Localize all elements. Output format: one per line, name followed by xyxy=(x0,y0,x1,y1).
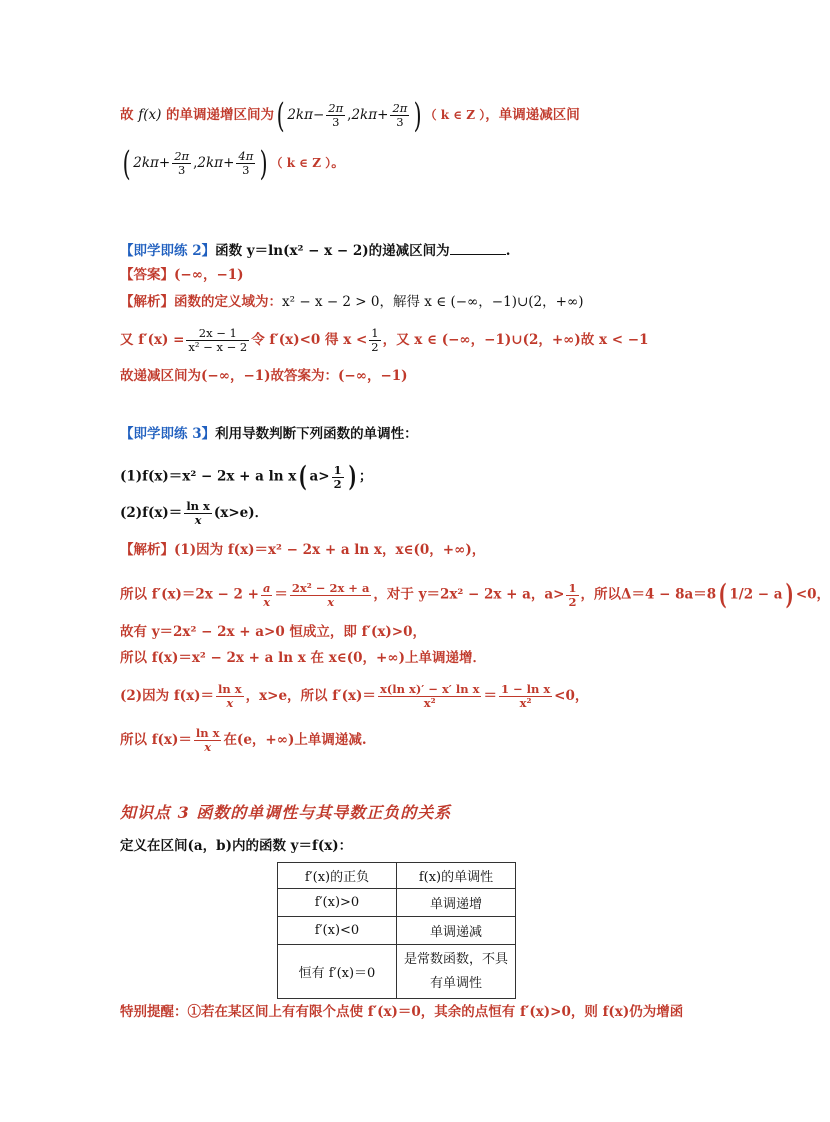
half-fraction: $\frac{1}{2}$ xyxy=(371,326,379,354)
one-minus-lnx-fraction: $\frac{\text{1 − ln x}}{\text{x²}}$ xyxy=(500,682,551,710)
exercise-3-solution-5: (2)因为 f(x)＝ $\frac{\text{ln x}}{x}$ ，x>e，所以 f′(x)＝ $\frac{\text{x(ln x)′ − x′ ln x}}{\text{x²}}$ ＝ $\frac{\text{1 − ln x}}{\text{x²}}$ <0， xyxy=(120,682,589,710)
lnx-over-x: $\frac{\text{ln x}}{x}$ xyxy=(186,499,210,527)
exercise-3-solution-6: 所以 f(x)＝ $\frac{\text{ln x}}{x}$ 在(e，+∞)上单调递减. xyxy=(120,726,367,754)
table-cell: 单调递减 xyxy=(397,917,516,945)
table-header: f(x)的单调性 xyxy=(397,863,516,889)
frac-2pi-3c: $\frac{2\pi}{3}$ xyxy=(174,149,190,177)
a-over-x: $\frac{a}{x}$ xyxy=(262,580,271,609)
decreasing-interval-line: ( 2kπ+ $\frac{2\pi}{3}$ ,2kπ+ $\frac{4\pi}{3}$ ) （ k ∈ Z ）。 xyxy=(122,143,345,184)
table-cell: f′(x)>0 xyxy=(278,889,397,917)
answer-blank xyxy=(450,240,506,255)
derivative-fraction: $\frac{2x - 1}{\text{x² − x − 2}}$ xyxy=(188,326,248,354)
table-cell: 是常数函数，不具有单调性 xyxy=(397,945,516,999)
exercise-2-answer: 【答案】(−∞，−1) xyxy=(120,267,244,283)
table-cell: 恒有 f′(x)＝0 xyxy=(278,945,397,999)
table-header: f′(x)的正负 xyxy=(278,863,397,889)
half-fraction-2: $\frac{1}{2}$ xyxy=(333,462,342,491)
monotonicity-table xyxy=(277,862,516,999)
paren-close-2: ) xyxy=(259,143,268,184)
table-cell: f′(x)<0 xyxy=(278,917,397,945)
exercise-3-solution-3: 故有 y＝2x² − 2x + a>0 恒成立，即 f′(x)>0， xyxy=(120,624,427,640)
knowledge-point-3-heading: 知识点 3 函数的单调性与其导数正负的关系 xyxy=(120,803,452,822)
definition-line: 定义在区间(a，b)内的函数 y＝f(x)： xyxy=(120,838,353,854)
paren-close: ) xyxy=(413,95,422,136)
exercise-2-question: 【即学即练 2】函数 y＝ln(x² − x − 2)的递减区间为 . xyxy=(120,240,510,261)
exercise-3-solution-1: 【解析】(1)因为 f(x)＝x² − 2x + a ln x，x∈(0，+∞)， xyxy=(120,542,486,558)
frac-2pi-3: $\frac{2\pi}{3}$ xyxy=(328,101,344,129)
exercise-3-part-1: (1)f(x)＝x² − 2x + a ln x( a> $\frac{1}{2}$ ) ； xyxy=(120,460,373,493)
frac-2pi-3b: $\frac{2\pi}{3}$ xyxy=(392,101,408,129)
paren-close-4: ) xyxy=(785,578,794,611)
interval-expr-2: 2kπ+ $\frac{2\pi}{3}$ ,2kπ+ $\frac{4\pi}{3}$ xyxy=(133,149,254,177)
exercise-3-question: 【即学即练 3】利用导数判断下列函数的单调性： xyxy=(120,426,418,442)
exercise-2-solution-2: 又 f′(x) = $\frac{2x - 1}{\text{x² − x − 2}}$ 令 f′(x)<0 得 x < $\frac{1}{2}$ ，又 x ∈ (−∞，−1)∪(2，+∞)故 x < −1 xyxy=(120,326,649,354)
exercise-3-solution-2: 所以 f′(x)＝2x − 2 + $\frac{a}{x}$ ＝ $\frac{\text{2x² − 2x + a}}{x}$ ，对于 y＝2x² − 2x + a，a> $\frac{1}{2}$ ，所以Δ＝4 − 8a＝8( 1/2 − a) <0， xyxy=(120,578,830,611)
exercise-3-part-2: (2)f(x)＝ $\frac{\text{ln x}}{x}$ (x>e)． xyxy=(120,499,269,527)
half-fraction-3: $\frac{1}{2}$ xyxy=(568,580,577,609)
table-row xyxy=(278,889,516,917)
table-row xyxy=(278,863,516,889)
paren-open-2: ( xyxy=(122,143,131,184)
interval-expr-1: 2kπ− $\frac{2\pi}{3}$ ,2kπ+ $\frac{2\pi}{3}$ xyxy=(287,101,408,129)
paren-open: ( xyxy=(276,95,285,136)
paren-open-4: ( xyxy=(718,578,727,611)
quotient-rule-fraction: $\frac{\text{x(ln x)′ − x′ ln x}}{\text{x²}}$ xyxy=(379,682,480,710)
exercise-3-solution-4: 所以 f(x)＝x² − 2x + a ln x 在 x∈(0，+∞)上单调递增． xyxy=(120,650,486,666)
special-reminder: 特别提醒：①若在某区间上有有限个点使 f′(x)＝0，其余的点恒有 f′(x)>0，则 f(x)仍为增函 xyxy=(120,1004,684,1020)
table-row xyxy=(278,917,516,945)
table-cell: 单调递增 xyxy=(397,889,516,917)
lnx-over-x-3: $\frac{\text{ln x}}{x}$ xyxy=(195,726,220,754)
paren-open-3: ( xyxy=(298,460,307,493)
increasing-interval-line: 故 f(x) 的单调递增区间为( 2kπ− $\frac{2\pi}{3}$ ,2kπ+ $\frac{2\pi}{3}$ ) （ k ∈ Z ），单调递减区间 xyxy=(120,95,580,136)
lnx-over-x-2: $\frac{\text{ln x}}{x}$ xyxy=(218,682,242,710)
exercise-2-solution-1: 【解析】函数的定义域为：x² − x − 2 > 0，解得 x ∈ (−∞，−1)∪(2，+∞) xyxy=(120,294,584,310)
quadratic-over-x: $\frac{\text{2x² − 2x + a}}{x}$ xyxy=(291,580,370,609)
frac-4pi-3: $\frac{4\pi}{3}$ xyxy=(238,149,254,177)
exercise-2-solution-3: 故递减区间为(−∞，−1)故答案为：(−∞，−1) xyxy=(120,368,408,384)
paren-close-3: ) xyxy=(348,460,357,493)
table-row xyxy=(278,945,516,999)
